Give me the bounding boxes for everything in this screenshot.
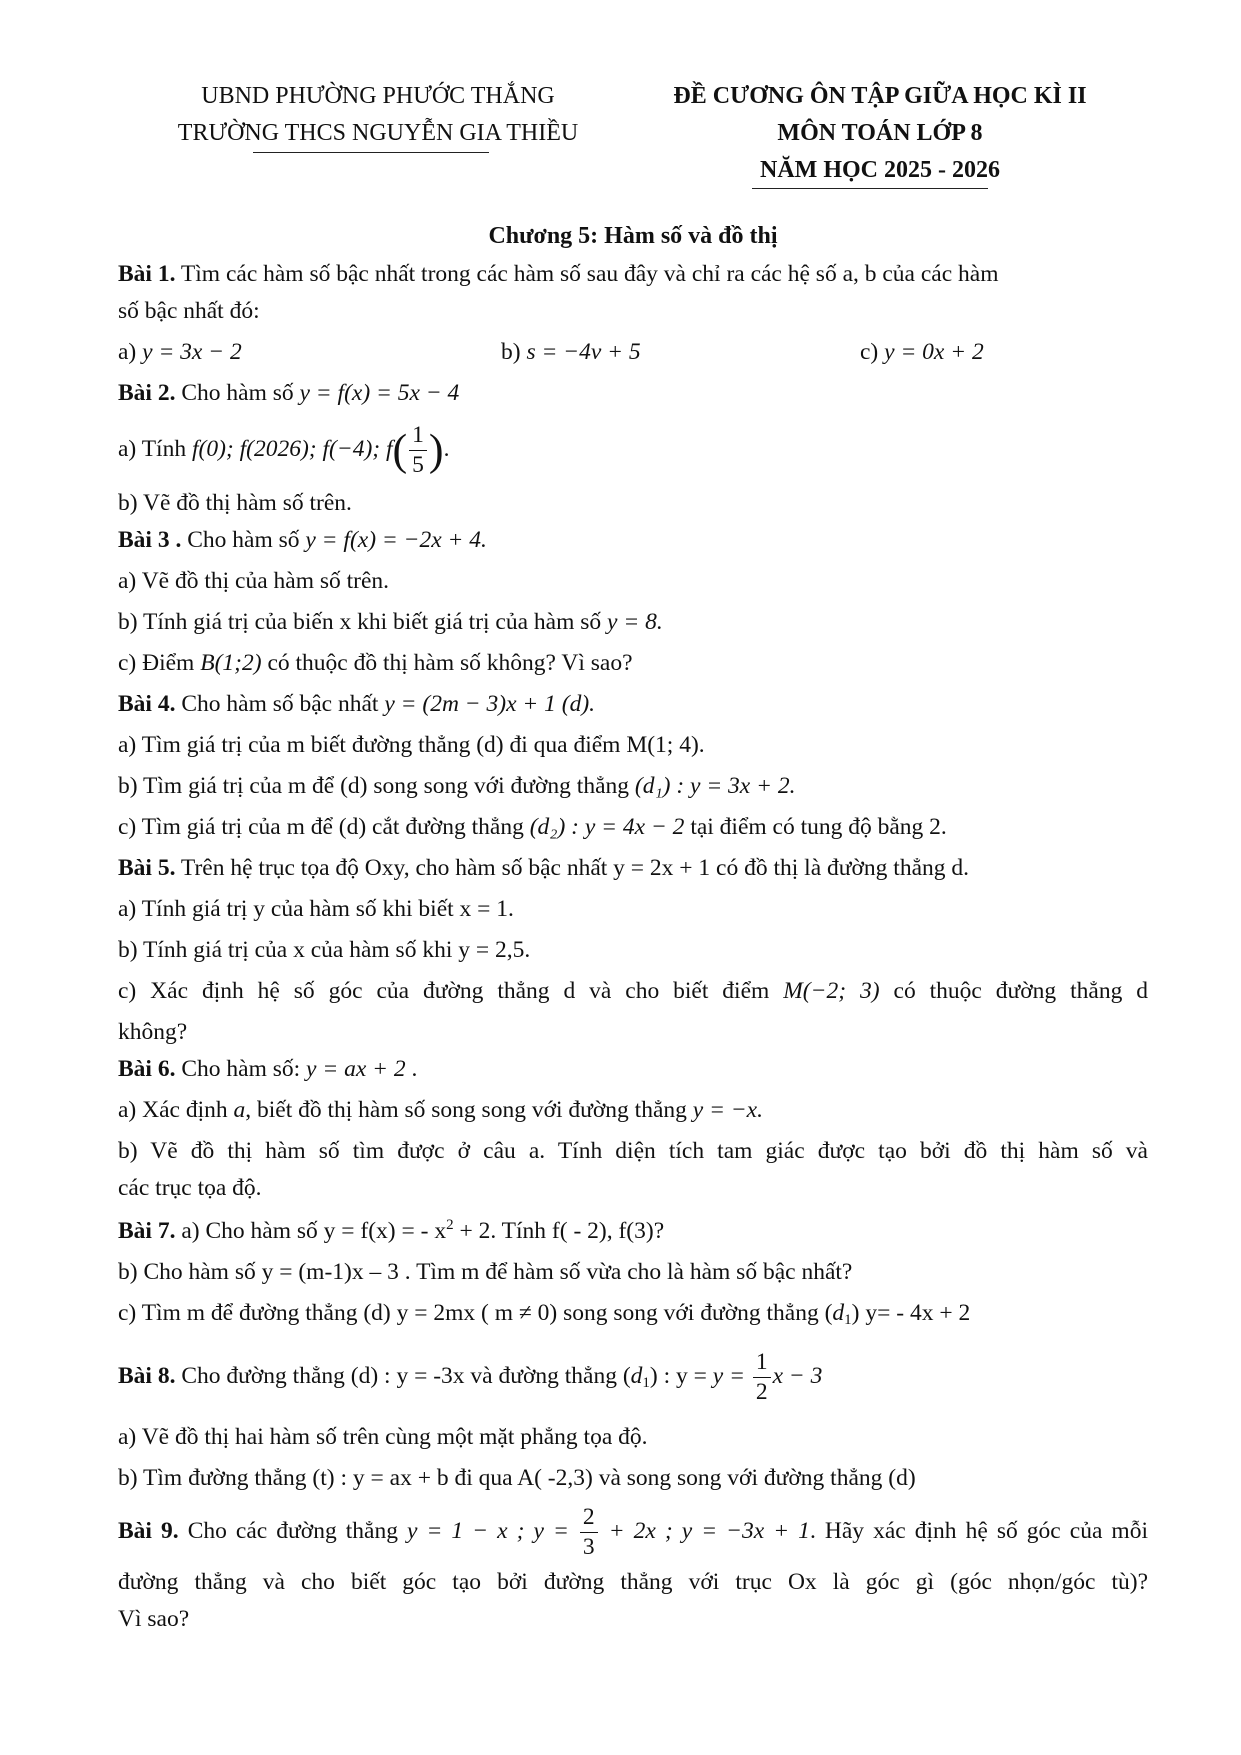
math-expr: y = f(x) = −2x + 4.: [305, 527, 487, 553]
exercise-6-b-cont: các trục tọa độ.: [118, 1175, 262, 1201]
exercise-1: [118, 256, 1148, 292]
math-expr: f(0); f(2026); f(−4); f: [191, 436, 393, 462]
exercise-3: Bài 3 . Cho hàm số y = f(x) = −2x + 4.: [118, 527, 487, 553]
exercise-8-b: b) Tìm đường thẳng (t) : y = ax + b đi qua A( -2,3) và song song với đường thẳng (d): [118, 1465, 916, 1491]
exercise-2: Bài 2. Cho hàm số y = f(x) = 5x − 4: [118, 380, 460, 406]
school-underline: [253, 152, 489, 153]
math-expr: y = 0x + 2: [884, 339, 984, 365]
fraction: $\frac{1}{5}$: [409, 424, 427, 478]
exercise-5-b: b) Tính giá trị của x của hàm số khi y = 2,5.: [118, 937, 531, 963]
exercise-5-c: c) Xác định hệ số góc của đường thẳng d và cho biết điểm M(−2; 3) có thuộc đường thẳng d: [118, 978, 1148, 1004]
exercise-label: Bài 8.: [118, 1363, 176, 1389]
fraction: $\frac{1}{2}$: [753, 1351, 771, 1405]
exercise-7-b: b) Cho hàm số y = (m-1)x – 3 . Tìm m để hàm số vừa cho là hàm số bậc nhất?: [118, 1259, 853, 1285]
exercise-7-c: c) Tìm m để đường thẳng (d) y = 2mx ( m ≠ 0) song song với đường thẳng $(d_1)$ y= - 4x + 2: [118, 1300, 971, 1328]
math-expr: y = ax + 2: [306, 1056, 406, 1082]
math-expr: y = 1 − x ; y =: [407, 1518, 578, 1544]
exercise-label: Bài 7.: [118, 1218, 176, 1244]
document-title: ĐỀ CƯƠNG ÔN TẬP GIỮA HỌC KÌ II: [673, 83, 1087, 109]
exercise-label: Bài 5.: [118, 855, 176, 881]
math-expr: x − 3: [772, 1363, 823, 1389]
exercise-7: Bài 7. a) Cho hàm số y = f(x) = - $x^2 + 2$. Tính f( - 2), f(3)?: [118, 1217, 665, 1244]
exercise-6: Bài 6. Cho hàm số: y = ax + 2 .: [118, 1056, 418, 1082]
exercise-label: Bài 9.: [118, 1518, 179, 1544]
option-b: b) s = −4v + 5: [501, 339, 641, 365]
exercise-9: Bài 9. Cho các đường thẳng y = 1 − x ; y = $\frac{2}{3}$ + 2x ; y = −3x + 1. Hãy xác định hệ số góc của mỗi: [118, 1503, 1148, 1561]
exercise-8: Bài 8. Cho đường thẳng (d) : y = -3x và đường thẳng $(d_1)$ : y = y = $\frac{1}{2}$ x − 3: [118, 1348, 823, 1406]
math-expr: y = f(x) = 5x − 4: [299, 380, 460, 406]
math-expr: y = −x.: [692, 1097, 763, 1123]
math-expr: (d₁) : y = 3x + 2.: [634, 773, 796, 799]
exercise-label: Bài 1.: [118, 261, 176, 287]
math-expr: y = 8.: [607, 609, 663, 635]
header-left: [118, 78, 638, 152]
math-expr: M(−2; 3): [783, 978, 880, 1004]
school-name: TRƯỜNG THCS NGUYỄN GIA THIỀU: [177, 120, 579, 146]
school-year: NĂM HỌC 2025 - 2026: [760, 157, 1000, 183]
math-expr: + 2x ; y = −3x + 1: [599, 1518, 810, 1544]
exercise-label: Bài 2.: [118, 380, 176, 406]
exercise-text: Tìm các hàm số bậc nhất trong các hàm số sau đây và chỉ ra các hệ số a, b của các hàm: [175, 261, 999, 287]
exercise-5: Bài 5. Trên hệ trục tọa độ Oxy, cho hàm số bậc nhất y = 2x + 1 có đồ thị là đường thẳng d.: [118, 855, 970, 881]
exercise-1-text-cont: số bậc nhất đó:: [118, 298, 260, 324]
exercise-4-b: b) Tìm giá trị của m để (d) song song với đường thẳng (d₁) : y = 3x + 2.: [118, 773, 796, 799]
year-underline: [752, 188, 988, 189]
department-name: UBND PHƯỜNG PHƯỚC THẮNG: [201, 83, 555, 109]
math-expr: y =: [712, 1363, 751, 1389]
exercise-label: Bài 4.: [118, 691, 176, 717]
math-expr: (d₂) : y = 4x − 2: [529, 814, 685, 840]
fraction: $\frac{2}{3}$: [580, 1506, 598, 1560]
exercise-3-a: a) Vẽ đồ thị của hàm số trên.: [118, 568, 390, 594]
subject-title: MÔN TOÁN LỚP 8: [777, 120, 983, 146]
exercise-label: Bài 6.: [118, 1056, 176, 1082]
exercise-2-b: b) Vẽ đồ thị hàm số trên.: [118, 490, 352, 516]
exercise-4-a: a) Tìm giá trị của m biết đường thẳng (d) đi qua điểm M(1; 4).: [118, 732, 705, 758]
content: [118, 218, 1148, 1642]
exercise-6-a: a) Xác định a, biết đồ thị hàm số song song với đường thẳng y = −x.: [118, 1097, 763, 1123]
math-expr: y = 3x − 2: [142, 339, 242, 365]
math-expr: y = (2m − 3)x + 1 (d).: [384, 691, 596, 717]
option-c: c) y = 0x + 2: [860, 339, 984, 365]
exercise-9-end: Vì sao?: [118, 1606, 190, 1632]
option-a: a) y = 3x − 2: [118, 339, 242, 365]
math-expr: s = −4v + 5: [526, 339, 641, 365]
header-right: [640, 78, 1120, 189]
exercise-8-a: a) Vẽ đồ thị hai hàm số trên cùng một mặt phẳng tọa độ.: [118, 1424, 648, 1450]
exercise-2-a: a) Tính f(0); f(2026); f(−4); f( $\frac{1}{5}$ ).: [118, 421, 450, 479]
chapter-title: Chương 5: Hàm số và đồ thị: [488, 223, 778, 249]
exercise-3-b: b) Tính giá trị của biến x khi biết giá trị của hàm số y = 8.: [118, 609, 663, 635]
exercise-5-c-cont: không?: [118, 1019, 188, 1045]
exercise-4-c: c) Tìm giá trị của m để (d) cắt đường thẳng (d₂) : y = 4x − 2 tại điểm có tung độ bằng 2.: [118, 814, 947, 840]
exercise-3-c: c) Điểm B(1;2) có thuộc đồ thị hàm số không? Vì sao?: [118, 650, 633, 676]
exercise-6-b: b) Vẽ đồ thị hàm số tìm được ở câu a. Tính diện tích tam giác được tạo bởi đồ thị hàm số và: [118, 1138, 1148, 1164]
exercise-1-options: [118, 334, 1148, 370]
math-expr: B(1;2): [200, 650, 262, 676]
exercise-5-a: a) Tính giá trị y của hàm số khi biết x = 1.: [118, 896, 514, 922]
exercise-4: Bài 4. Cho hàm số bậc nhất y = (2m − 3)x + 1 (d).: [118, 691, 596, 717]
exercise-9-cont: đường thẳng và cho biết góc tạo bởi đường thẳng với trục Ox là góc gì (góc nhọn/góc tù)?: [118, 1569, 1148, 1595]
exercise-label: Bài 3 .: [118, 527, 182, 553]
